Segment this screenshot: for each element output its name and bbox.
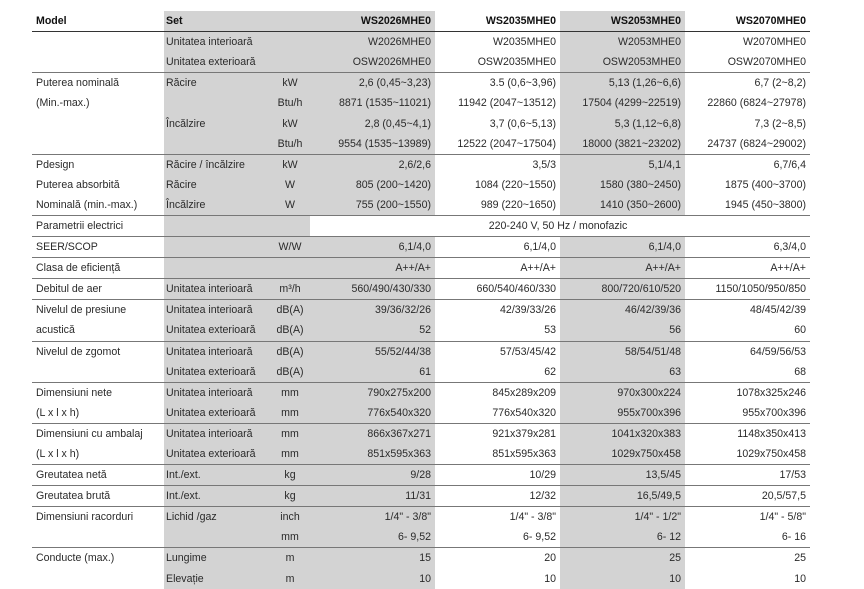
table-row [32, 257, 810, 278]
row-value-3: 16,5/49,5 [560, 486, 685, 506]
row-value-2: 3,7 (0,6~5,13) [489, 117, 556, 130]
row-sub-label: Lichid /gaz [164, 507, 270, 527]
row-value-1: 11/31 [310, 486, 435, 506]
row-value-3: 5,13 (1,26~6,6) [560, 73, 685, 93]
row-value-3: 5,1/4,1 [560, 155, 685, 175]
model-col-3: WS2053MHE0 [560, 11, 685, 31]
row-sub-label [164, 527, 270, 547]
row-sub-label: Încălzire [164, 195, 270, 215]
row-value-2: 851x595x363 [492, 448, 556, 461]
row-sub-label: Unitatea exterioară [164, 52, 270, 72]
row-value-4: 60 [794, 324, 806, 337]
row-value-4: 22860 (6824~27978) [707, 97, 806, 110]
row-value-1: 52 [310, 320, 435, 340]
table-row [32, 154, 810, 175]
row-value-1: 6,1/4,0 [310, 237, 435, 257]
row-value-2: 3.5 (0,6~3,96) [489, 77, 556, 90]
row-value-1: A++/A+ [310, 258, 435, 278]
row-value-1: 8871 (1535~11021) [310, 93, 435, 113]
row-value-2: A++/A+ [520, 262, 556, 275]
row-value-4: OSW2070MHE0 [727, 56, 806, 69]
row-value-2: 660/540/460/330 [476, 283, 556, 296]
row-label [32, 134, 164, 154]
row-value-3: 18000 (3821~23202) [560, 134, 685, 154]
row-value-4: 24737 (6824~29002) [707, 137, 806, 150]
table-row [32, 547, 810, 568]
row-value-3: 6- 12 [560, 527, 685, 547]
row-value-3: W2053MHE0 [560, 32, 685, 52]
row-value-1: 866x367x271 [310, 424, 435, 444]
row-value-3: 58/54/51/48 [560, 342, 685, 362]
row-value-1: 2,8 (0,45~4,1) [310, 113, 435, 133]
row-sub-label [164, 258, 270, 278]
row-value-3: 955x700x396 [560, 403, 685, 423]
row-value-2: 53 [544, 324, 556, 337]
row-value-2: 3,5/3 [532, 158, 556, 171]
table-row [32, 403, 810, 423]
row-label: Nivelul de presiune [36, 304, 127, 317]
row-unit [270, 216, 310, 236]
row-label: Greutatea brută [36, 490, 111, 503]
row-value-2: 42/39/33/26 [500, 304, 556, 317]
row-value-3: 1410 (350~2600) [560, 195, 685, 215]
row-label: Nominală (min.-max.) [36, 198, 138, 211]
row-value-4: 1148x350x413 [737, 427, 806, 440]
row-unit: W [270, 195, 310, 215]
row-value-4: 6- 16 [781, 531, 806, 544]
row-value-1: 2,6 (0,45~3,23) [310, 73, 435, 93]
row-value-1: 10 [310, 569, 435, 589]
row-value-3: 1041x320x383 [560, 424, 685, 444]
table-row [32, 341, 810, 362]
row-value-2: OSW2035MHE0 [477, 56, 556, 69]
table-row [32, 175, 810, 195]
header-row [32, 11, 810, 32]
row-span-value: 220-240 V, 50 Hz / monofazic [488, 219, 628, 232]
row-value-3: 800/720/610/520 [560, 279, 685, 299]
table-row [32, 134, 810, 154]
row-value-2: 12/32 [529, 490, 556, 503]
table-row [32, 506, 810, 527]
row-value-3: 1/4" - 1/2" [560, 507, 685, 527]
row-unit: mm [270, 444, 310, 464]
table-row [32, 569, 810, 589]
row-unit: dB(A) [270, 320, 310, 340]
table-row [32, 527, 810, 547]
row-value-1: 1/4" - 3/8" [310, 507, 435, 527]
row-value-2: W2035MHE0 [493, 36, 556, 49]
row-value-2: 57/53/45/42 [500, 345, 556, 358]
row-value-4: 1029x750x458 [736, 448, 806, 461]
row-unit: mm [270, 403, 310, 423]
row-label [32, 527, 164, 547]
row-label [32, 32, 164, 52]
row-value-4: 10 [794, 572, 806, 585]
row-value-2: 6,1/4,0 [523, 241, 556, 254]
row-sub-label: Elevație [164, 569, 270, 589]
row-value-4: 1150/1050/950/850 [715, 283, 806, 296]
row-value-4: 1/4" - 5/8" [759, 511, 806, 524]
row-unit: Btu/h [270, 134, 310, 154]
row-sub-label: Unitatea interioară [164, 279, 270, 299]
row-unit: m³/h [270, 279, 310, 299]
row-value-1: 61 [310, 362, 435, 382]
table-row [32, 113, 810, 133]
row-unit: Btu/h [270, 93, 310, 113]
table-row [32, 72, 810, 93]
row-unit: kg [270, 486, 310, 506]
row-sub-label: Unitatea exterioară [164, 320, 270, 340]
table-row [32, 52, 810, 72]
row-value-2: 62 [544, 365, 556, 378]
row-value-3: 1580 (380~2450) [560, 175, 685, 195]
row-value-2: 989 (220~1650) [480, 198, 556, 211]
row-value-1: 2,6/2,6 [310, 155, 435, 175]
row-label: Greutatea netă [36, 469, 107, 482]
table-row [32, 320, 810, 340]
row-value-4: 1945 (450~3800) [725, 198, 806, 211]
row-value-4: 6,7 (2~8,2) [754, 77, 806, 90]
row-value-1: OSW2026MHE0 [310, 52, 435, 72]
row-value-3: 1029x750x458 [560, 444, 685, 464]
row-value-1: 9/28 [310, 465, 435, 485]
model-col-1: WS2026MHE0 [310, 11, 435, 31]
row-label: Debitul de aer [36, 283, 102, 296]
row-value-3: 6,1/4,0 [560, 237, 685, 257]
row-value-3: 5,3 (1,12~6,8) [560, 113, 685, 133]
row-value-4: W2070MHE0 [743, 36, 806, 49]
row-value-4: 7,3 (2~8,5) [754, 117, 806, 130]
row-sub-label [164, 216, 270, 236]
row-unit: dB(A) [270, 300, 310, 320]
row-value-4: A++/A+ [770, 262, 806, 275]
row-label: Puterea nominală [36, 77, 120, 90]
row-label: Pdesign [36, 158, 75, 171]
row-value-3: A++/A+ [560, 258, 685, 278]
row-value-3: 25 [560, 548, 685, 568]
row-label: Dimensiuni racorduri [36, 511, 134, 524]
row-value-2: 10 [544, 572, 556, 585]
row-value-3: 46/42/39/36 [560, 300, 685, 320]
row-label [32, 569, 164, 589]
row-label: Clasa de eficiență [36, 262, 121, 275]
row-label: Nivelul de zgomot [36, 345, 121, 358]
row-unit: dB(A) [270, 362, 310, 382]
row-sub-label: Unitatea interioară [164, 383, 270, 403]
row-sub-label: Răcire [164, 73, 270, 93]
table-row [32, 485, 810, 506]
row-sub-label: Unitatea interioară [164, 32, 270, 52]
model-col-2: WS2035MHE0 [485, 15, 556, 28]
row-value-4: 6,3/4,0 [773, 241, 806, 254]
row-value-4: 48/45/42/39 [750, 304, 806, 317]
row-value-2: 1084 (220~1550) [475, 178, 556, 191]
unit-header [270, 11, 310, 31]
row-sub-label: Răcire / încălzire [164, 155, 270, 175]
row-unit [270, 258, 310, 278]
row-label: (L x l x h) [36, 406, 80, 419]
row-sub-label: Încălzire [164, 113, 270, 133]
row-value-3: 970x300x224 [560, 383, 685, 403]
table-row [32, 278, 810, 299]
row-label [32, 113, 164, 133]
row-value-1: 805 (200~1420) [310, 175, 435, 195]
row-unit: kg [270, 465, 310, 485]
row-unit: mm [270, 424, 310, 444]
row-value-1: 851x595x363 [310, 444, 435, 464]
row-value-1: 15 [310, 548, 435, 568]
row-value-1: 6- 9,52 [310, 527, 435, 547]
table-row [32, 382, 810, 403]
row-value-3: 13,5/45 [560, 465, 685, 485]
row-unit: kW [270, 73, 310, 93]
table-row [32, 236, 810, 257]
row-label: SEER/SCOP [36, 241, 98, 254]
table-row [32, 362, 810, 382]
row-value-1: 776x540x320 [310, 403, 435, 423]
row-unit: W [270, 175, 310, 195]
row-label: Conducte (max.) [36, 552, 115, 565]
row-value-4: 1875 (400~3700) [725, 178, 806, 191]
row-value-1: 755 (200~1550) [310, 195, 435, 215]
row-value-2: 10/29 [529, 469, 556, 482]
row-sub-label: Unitatea exterioară [164, 444, 270, 464]
table-row [32, 423, 810, 444]
row-unit: mm [270, 383, 310, 403]
row-value-4: 64/59/56/53 [750, 345, 806, 358]
table-row [32, 32, 810, 52]
table-row [32, 195, 810, 215]
row-value-4: 17/53 [779, 469, 806, 482]
row-label: Parametrii electrici [36, 219, 124, 232]
table-row [32, 215, 810, 236]
spec-table [32, 11, 810, 589]
row-sub-label [164, 134, 270, 154]
row-unit: kW [270, 155, 310, 175]
row-value-2: 20 [544, 552, 556, 565]
row-label: (Min.-max.) [36, 97, 90, 110]
table-row [32, 299, 810, 320]
table-body [32, 32, 810, 589]
row-value-1: 790x275x200 [310, 383, 435, 403]
row-value-2: 12522 (2047~17504) [457, 137, 556, 150]
row-value-1: 55/52/44/38 [310, 342, 435, 362]
row-value-2: 921x379x281 [492, 427, 556, 440]
row-value-1: W2026MHE0 [310, 32, 435, 52]
row-sub-label: Răcire [164, 175, 270, 195]
row-value-1: 39/36/32/26 [310, 300, 435, 320]
row-sub-label: Unitatea interioară [164, 424, 270, 444]
row-value-4: 6,7/6,4 [773, 158, 806, 171]
row-value-4: 25 [794, 552, 806, 565]
row-unit: dB(A) [270, 342, 310, 362]
row-value-2: 11942 (2047~13512) [458, 97, 556, 110]
row-sub-label [164, 93, 270, 113]
row-value-3: 56 [560, 320, 685, 340]
row-sub-label: Int./ext. [164, 486, 270, 506]
table-row [32, 444, 810, 464]
row-label: (L x l x h) [36, 448, 80, 461]
row-value-2: 776x540x320 [492, 406, 556, 419]
row-label [32, 362, 164, 382]
row-value-4: 20,5/57,5 [761, 490, 806, 503]
model-col-4: WS2070MHE0 [735, 15, 806, 28]
row-value-4: 1078x325x246 [736, 386, 806, 399]
row-unit: m [270, 548, 310, 568]
row-unit [270, 32, 310, 52]
row-value-3: 17504 (4299~22519) [560, 93, 685, 113]
table-row [32, 93, 810, 113]
row-unit: m [270, 569, 310, 589]
row-unit: kW [270, 113, 310, 133]
row-sub-label [164, 237, 270, 257]
row-label: Puterea absorbită [36, 178, 120, 191]
row-unit [270, 52, 310, 72]
row-value-4: 955x700x396 [742, 406, 806, 419]
table-row [32, 464, 810, 485]
row-sub-label: Unitatea interioară [164, 342, 270, 362]
row-value-3: OSW2053MHE0 [560, 52, 685, 72]
row-value-2: 845x289x209 [492, 386, 556, 399]
row-value-3: 10 [560, 569, 685, 589]
row-sub-label: Unitatea interioară [164, 300, 270, 320]
row-unit: inch [270, 507, 310, 527]
model-header: Model [36, 15, 67, 28]
row-value-1: 560/490/430/330 [310, 279, 435, 299]
row-unit: mm [270, 527, 310, 547]
row-label: Dimensiuni nete [36, 386, 112, 399]
row-value-4: 68 [794, 365, 806, 378]
row-label [32, 52, 164, 72]
row-value-1: 9554 (1535~13989) [310, 134, 435, 154]
row-value-2: 6- 9,52 [523, 531, 556, 544]
row-sub-label: Unitatea exterioară [164, 362, 270, 382]
row-unit: W/W [270, 237, 310, 257]
row-sub-label: Int./ext. [164, 465, 270, 485]
row-label: Dimensiuni cu ambalaj [36, 427, 143, 440]
set-header: Set [164, 11, 270, 31]
row-sub-label: Unitatea exterioară [164, 403, 270, 423]
row-value-3: 63 [560, 362, 685, 382]
row-value-2: 1/4" - 3/8" [509, 511, 556, 524]
row-sub-label: Lungime [164, 548, 270, 568]
row-label: acustică [36, 324, 75, 337]
